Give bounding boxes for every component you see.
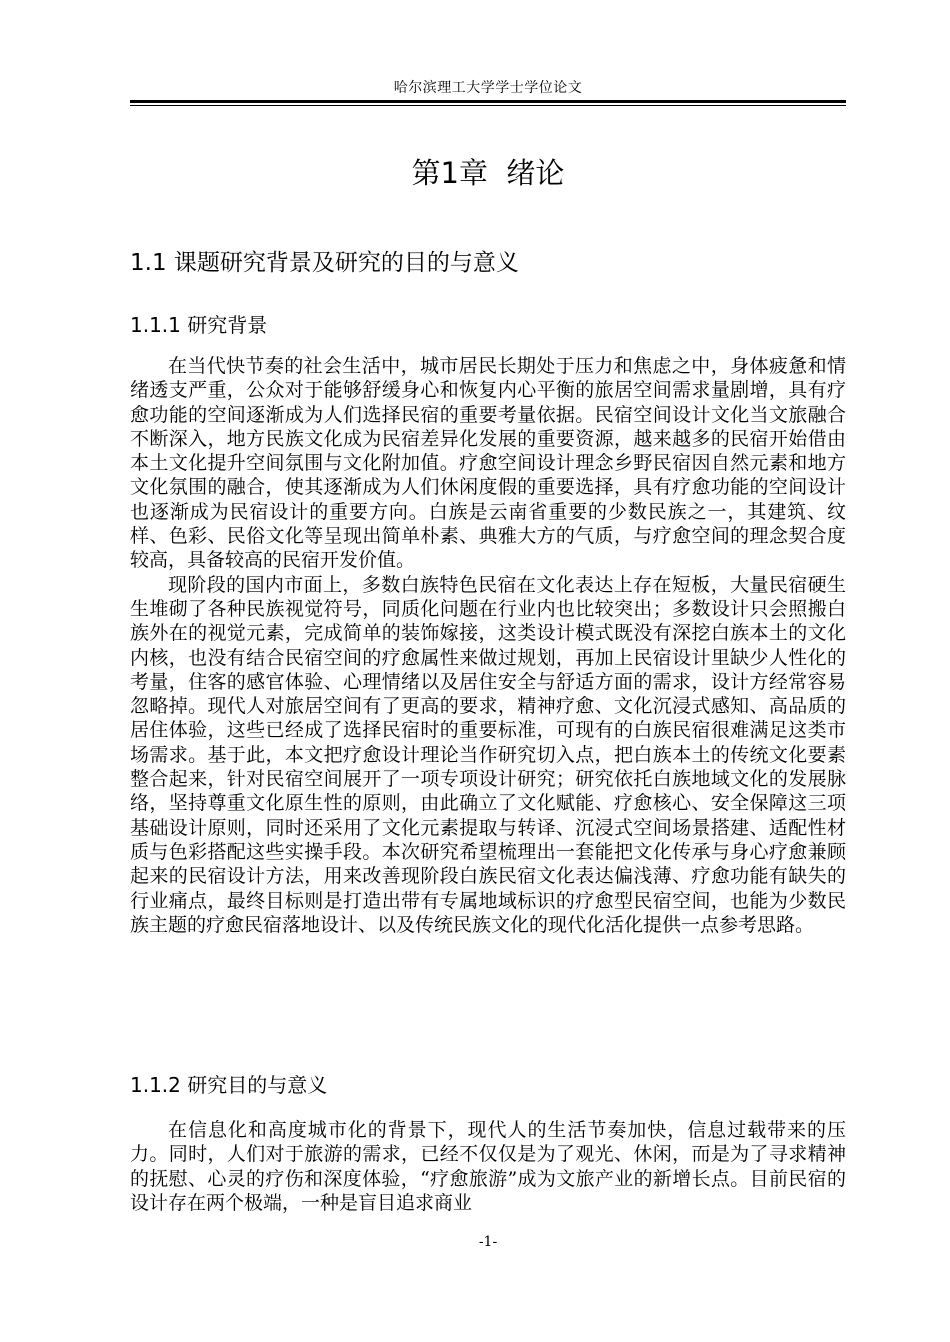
body-block-1-1-1 [130,354,846,937]
header-rule-thick [130,100,846,103]
paragraph: 在信息化和高度城市化的背景下，现代人的生活节奏加快，信息过载带来的压力。同时，人们对于旅游的需求，已经不仅仅是为了观光、休闲，而是为了寻求精神的抚慰、心灵的疗伤和深度体验，“疗愈旅游”成为文旅产业的新增长点。目前民宿的设计存在两个极端，一种是盲目追求商业 [130,1119,846,1214]
header-rule-thin [130,105,846,106]
page-number: -1- [478,1234,498,1250]
running-header: 哈尔滨理工大学学士学位论文 [393,80,583,96]
subsection-title-1-1-2: 1.1.2 研究目的与意义 [130,1073,328,1097]
paragraph: 在当代快节奏的社会生活中，城市居民长期处于压力和焦虑之中，身体疲惫和情绪透支严重，公众对于能够舒缓身心和恢复内心平衡的旅居空间需求量剧增，具有疗愈功能的空间逐渐成为人们选择民宿的重要考量依据。民宿空间设计文化当文旅融合不断深入，地方民族文化成为民宿差异化发展的重要资源，越来越多的民宿开始借由本土文化提升空间氛围与文化附加值。疗愈空间设计理念乡野民宿因自然元素和地方文化氛围的融合，使其逐渐成为人们休闲度假的重要选择，具有疗愈功能的空间设计也逐渐成为民宿设计的重要方向。白族是云南省重要的少数民族之一，其建筑、纹样、色彩、民俗文化等呈现出简单朴素、典雅大方的气质，与疗愈空间的理念契合度较高，具备较高的民宿开发价值。 [130,355,846,572]
body-block-1-1-2 [130,1118,846,1215]
subsection-title-1-1-1: 1.1.1 研究背景 [130,313,268,337]
paragraph: 现阶段的国内市面上，多数白族特色民宿在文化表达上存在短板，大量民宿硬生生堆砌了各种民族视觉符号，同质化问题在行业内也比较突出；多数设计只会照搬白族外在的视觉元素，完成简单的装饰嫁接，这类设计模式既没有深挖白族本土的文化内核，也没有结合民宿空间的疗愈属性来做过规划，再加上民宿设计里缺少人性化的考量，住客的感官体验、心理情绪以及居住安全与舒适方面的需求，设计方经常容易忽略掉。现代人对旅居空间有了更高的要求，精神疗愈、文化沉浸式感知、高品质的居住体验，这些已经成了选择民宿时的重要标准，可现有的白族民宿很难满足这类市场需求。基于此，本文把疗愈设计理论当作研究切入点，把白族本土的传统文化要素整合起来，针对民宿空间展开了一项专项设计研究；研究依托白族地域文化的发展脉络，坚持尊重文化原生性的原则，由此确立了文化赋能、疗愈核心、安全保障这三项基础设计原则，同时还采用了文化元素提取与转译、沉浸式空间场景搭建、适配性材质与色彩搭配这些实操手段。本次研究希望梳理出一套能把文化传承与身心疗愈兼顾起来的民宿设计方法，用来改善现阶段白族民宿文化表达偏浅薄、疗愈功能有缺失的行业痛点，最终目标则是打造出带有专属地域标识的疗愈型民宿空间，也能为少数民族主题的疗愈民宿落地设计、以及传统民族文化的现代化活化提供一点参考思路。 [130,573,846,936]
chapter-title: 第1章 绪论 [411,156,565,190]
section-title-1-1: 1.1 课题研究背景及研究的目的与意义 [130,250,519,276]
